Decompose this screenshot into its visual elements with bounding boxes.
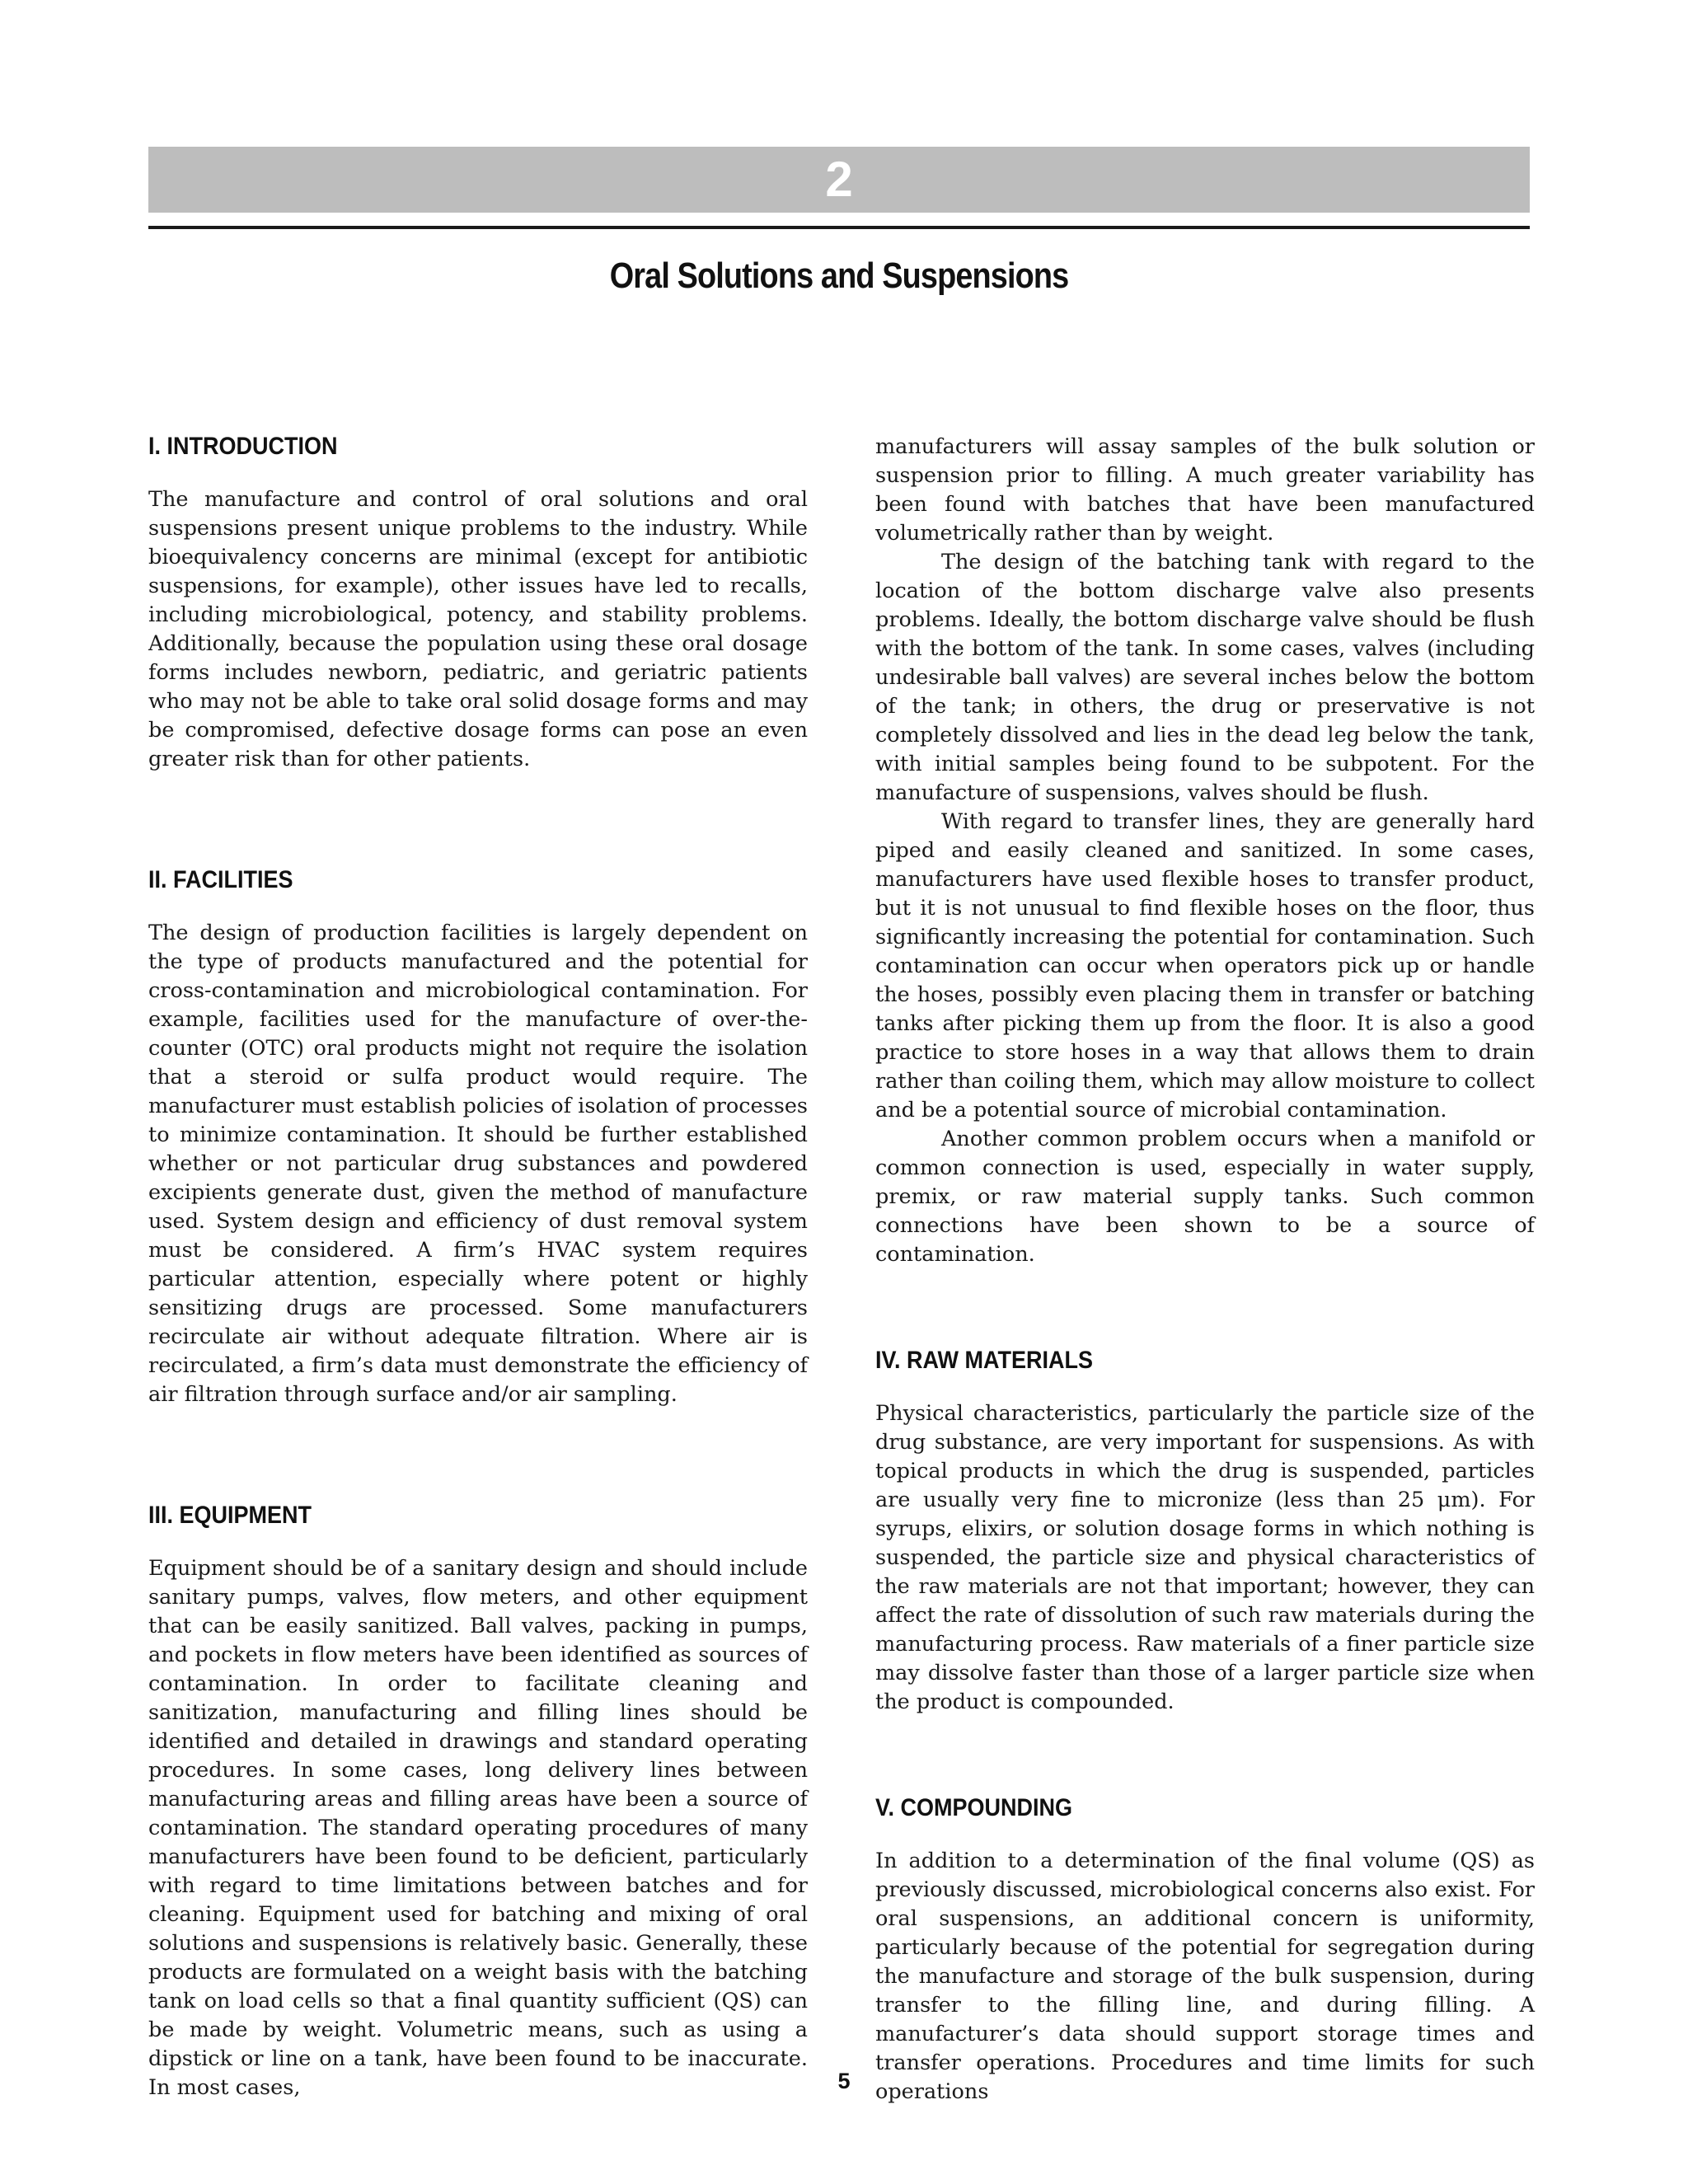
chapter-title: Oral Solutions and Suspensions xyxy=(609,255,1069,296)
section-heading-equipment: III. EQUIPMENT xyxy=(148,1502,312,1529)
page-number: 5 xyxy=(837,2069,851,2093)
chapter-number: 2 xyxy=(825,152,853,207)
introduction-paragraph: The manufacture and control of oral solutions and oral suspensions present unique problems to the industry. While bioequivalency concerns are minimal (except for antibiotic suspensions, for example), other issues have led to recalls, including microbiological, potency, and stability problems. Additionally, because the population using these oral dosage forms includes newborn, pediatric, and geriatric patients who may not be able to take oral solid dosage forms and may be compromised, defective dosage forms can pose an even greater risk than for other patients. xyxy=(148,487,808,771)
section-heading-raw-materials: IV. RAW MATERIALS xyxy=(875,1347,1094,1374)
compounding-paragraph: In addition to a determination of the final volume (QS) as previously discussed, microbiological concerns also exist. For oral suspensions, an additional concern is uniformity, particularly because of the potential for segregation during the manufacture and storage of the bulk suspension, during transfer to the filling line, and during filling. A manufacturer’s data should support storage times and transfer operations. Procedures and time limits for such operations xyxy=(875,1849,1535,2104)
equipment-paragraph-1: Equipment should be of a sanitary design and should include sanitary pumps, valves, flow meters, and other equipment that can be easily sanitized. Ball valves, packing in pumps, and pockets in flow meters have been identified as sources of contamination. In order to facilitate cleaning and sanitization, manufacturing and filling lines should be identified and detailed in drawings and standard operating procedures. In some cases, long delivery lines between manufacturing areas and filling areas have been a source of contamination. The standard operating procedures of many manufacturers have been found to be deficient, particularly with regard to time limitations between batches and for cleaning. Equipment used for batching and mixing of oral solutions and suspensions is relatively basic. Generally, these products are formulated on a weight basis with the batching tank on load cells so that a final quantity sufficient (QS) can be made by weight. Volumetric means, such as using a dipstick or line on a tank, have been found to be inaccurate. In most cases, xyxy=(148,1556,808,2100)
chapter-banner xyxy=(148,147,1530,213)
equipment-paragraph-2: manufacturers will assay samples of the bulk solution or suspension prior to filling. A much greater variability has been found with batches that have been manufactured volumetrically rather than by weight. xyxy=(875,434,1535,546)
equipment-paragraph-4: With regard to transfer lines, they are generally hard piped and easily cleaned and sanitized. In some cases, manufacturers have used flexible hoses to transfer product, but it is not unusual to find flexible hoses on the floor, thus significantly increasing the potential for contamination. Such contamination can occur when operators pick up or handle the hoses, possibly even placing them in transfer or batching tanks after picking them up from the floor. It is also a good practice to store hoses in a way that allows them to drain rather than coiling them, which may allow moisture to collect and be a potential source of microbial contamination. xyxy=(875,809,1535,1122)
facilities-paragraph: The design of production facilities is largely dependent on the type of products manufactured and the potential for cross-contamination and microbiological contamination. For example, facilities used for the manufacture of over-the-counter (OTC) oral products might not require the isolation that a steroid or sulfa product would require. The manufacturer must establish policies of isolation of processes to minimize contamination. It should be further established whether or not particular drug substances and powdered excipients generate dust, given the method of manufacture used. System design and efficiency of dust removal system must be considered. A firm’s HVAC system requires particular attention, especially where potent or highly sensitizing drugs are processed. Some manufacturers recirculate air without adequate filtration. Where air is recirculated, a firm’s data must demonstrate the efficiency of air filtration through surface and/or air sampling. xyxy=(148,921,808,1407)
left-column xyxy=(148,433,808,2102)
section-heading-compounding: V. COMPOUNDING xyxy=(875,1794,1073,1821)
right-column xyxy=(875,433,1535,2107)
equipment-paragraph-3: The design of the batching tank with regard to the location of the bottom discharge valve also presents problems. Ideally, the bottom discharge valve should be flush with the bottom of the tank. In some cases, valves (including undesirable ball valves) are several inches below the bottom of the tank; in others, the drug or preservative is not completely dissolved and lies in the dead leg below the tank, with initial samples being found to be subpotent. For the manufacture of suspensions, valves should be flush. xyxy=(875,550,1535,805)
equipment-paragraph-5: Another common problem occurs when a manifold or common connection is used, especially in water supply, premix, or raw material supply tanks. Such common connections have been shown to be a source of contamination. xyxy=(875,1127,1535,1267)
chapter-divider xyxy=(148,226,1530,229)
raw-materials-paragraph: Physical characteristics, particularly the particle size of the drug substance, are very important for suspensions. As with topical products in which the drug is suspended, particles are usually very fine to micronize (less than 25 μm). For syrups, elixirs, or solution dosage forms in which nothing is suspended, the particle size and physical characteristics of the raw materials are not that important; however, they can affect the rate of dissolution of such raw materials during the manufacturing process. Raw materials of a finer particle size may dissolve faster than those of a larger particle size when the product is compounded. xyxy=(875,1401,1535,1714)
section-heading-facilities: II. FACILITIES xyxy=(148,866,293,893)
section-heading-introduction: I. INTRODUCTION xyxy=(148,433,338,460)
